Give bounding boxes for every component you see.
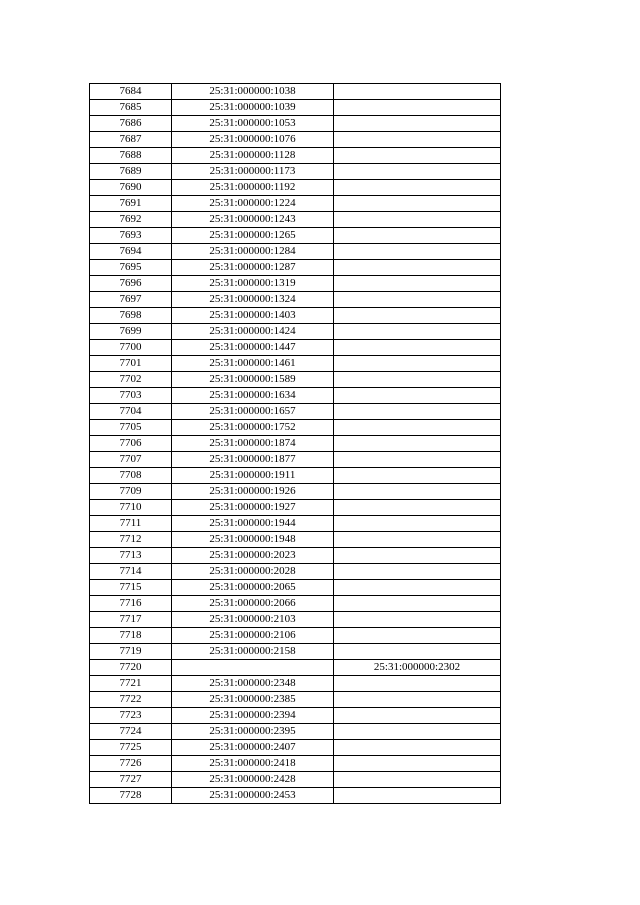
additional-number-cell [334,724,501,740]
table-row [90,372,501,388]
table-row [90,740,501,756]
cadastral-number-cell: 25:31:000000:1911 [172,468,334,484]
row-number-cell: 7724 [90,724,172,740]
cadastral-number-cell: 25:31:000000:1403 [172,308,334,324]
cadastral-number-cell: 25:31:000000:1447 [172,340,334,356]
row-number-cell: 7713 [90,548,172,564]
additional-number-cell [334,516,501,532]
additional-number-cell [334,676,501,692]
additional-number-cell [334,468,501,484]
cadastral-number-cell: 25:31:000000:1053 [172,116,334,132]
cadastral-number-cell: 25:31:000000:1461 [172,356,334,372]
cadastral-number-cell: 25:31:000000:1944 [172,516,334,532]
table-row [90,596,501,612]
row-number-cell: 7694 [90,244,172,260]
additional-number-cell [334,100,501,116]
additional-number-cell [334,772,501,788]
cadastral-number-cell: 25:31:000000:1038 [172,84,334,100]
additional-number-cell [334,436,501,452]
cadastral-number-table [89,83,501,804]
additional-number-cell [334,164,501,180]
cadastral-number-cell: 25:31:000000:1752 [172,420,334,436]
additional-number-cell [334,308,501,324]
cadastral-number-cell [172,660,334,676]
row-number-cell: 7726 [90,756,172,772]
row-number-cell: 7689 [90,164,172,180]
cadastral-number-cell: 25:31:000000:1877 [172,452,334,468]
table-row [90,356,501,372]
row-number-cell: 7695 [90,260,172,276]
table-row [90,228,501,244]
cadastral-number-cell: 25:31:000000:1076 [172,132,334,148]
table-row [90,180,501,196]
row-number-cell: 7706 [90,436,172,452]
table-row [90,580,501,596]
table-row [90,772,501,788]
additional-number-cell [334,612,501,628]
additional-number-cell [334,116,501,132]
row-number-cell: 7712 [90,532,172,548]
cadastral-number-cell: 25:31:000000:1287 [172,260,334,276]
cadastral-number-cell: 25:31:000000:1192 [172,180,334,196]
table-row [90,260,501,276]
cadastral-number-cell: 25:31:000000:2066 [172,596,334,612]
table-row [90,404,501,420]
cadastral-number-cell: 25:31:000000:2395 [172,724,334,740]
additional-number-cell [334,324,501,340]
cadastral-number-cell: 25:31:000000:2028 [172,564,334,580]
table-body [90,84,501,804]
table-row [90,756,501,772]
row-number-cell: 7697 [90,292,172,308]
table-row [90,692,501,708]
cadastral-number-cell: 25:31:000000:1657 [172,404,334,420]
additional-number-cell [334,196,501,212]
row-number-cell: 7686 [90,116,172,132]
row-number-cell: 7691 [90,196,172,212]
cadastral-number-cell: 25:31:000000:1039 [172,100,334,116]
additional-number-cell: 25:31:000000:2302 [334,660,501,676]
cadastral-number-cell: 25:31:000000:2023 [172,548,334,564]
cadastral-number-cell: 25:31:000000:2407 [172,740,334,756]
cadastral-number-cell: 25:31:000000:2453 [172,788,334,804]
row-number-cell: 7717 [90,612,172,628]
additional-number-cell [334,532,501,548]
table-row [90,436,501,452]
table-row [90,468,501,484]
table-row [90,676,501,692]
additional-number-cell [334,372,501,388]
cadastral-number-cell: 25:31:000000:2428 [172,772,334,788]
table-row [90,644,501,660]
additional-number-cell [334,244,501,260]
additional-number-cell [334,292,501,308]
row-number-cell: 7728 [90,788,172,804]
additional-number-cell [334,788,501,804]
cadastral-number-cell: 25:31:000000:1874 [172,436,334,452]
additional-number-cell [334,548,501,564]
additional-number-cell [334,388,501,404]
row-number-cell: 7699 [90,324,172,340]
additional-number-cell [334,452,501,468]
cadastral-number-cell: 25:31:000000:1224 [172,196,334,212]
row-number-cell: 7688 [90,148,172,164]
additional-number-cell [334,132,501,148]
additional-number-cell [334,420,501,436]
row-number-cell: 7710 [90,500,172,516]
cadastral-number-cell: 25:31:000000:1243 [172,212,334,228]
cadastral-number-cell: 25:31:000000:1927 [172,500,334,516]
table-row [90,484,501,500]
additional-number-cell [334,692,501,708]
table-row [90,132,501,148]
row-number-cell: 7698 [90,308,172,324]
table-row [90,212,501,228]
additional-number-cell [334,260,501,276]
table-row [90,84,501,100]
table-row [90,628,501,644]
cadastral-number-cell: 25:31:000000:1424 [172,324,334,340]
additional-number-cell [334,228,501,244]
cadastral-number-cell: 25:31:000000:1948 [172,532,334,548]
table-row [90,452,501,468]
row-number-cell: 7716 [90,596,172,612]
table-row [90,420,501,436]
row-number-cell: 7696 [90,276,172,292]
cadastral-number-cell: 25:31:000000:1926 [172,484,334,500]
row-number-cell: 7715 [90,580,172,596]
cadastral-number-cell: 25:31:000000:2065 [172,580,334,596]
cadastral-number-cell: 25:31:000000:2103 [172,612,334,628]
table-row [90,340,501,356]
cadastral-number-cell: 25:31:000000:1589 [172,372,334,388]
row-number-cell: 7705 [90,420,172,436]
row-number-cell: 7719 [90,644,172,660]
additional-number-cell [334,500,501,516]
table-row [90,308,501,324]
table-row [90,164,501,180]
additional-number-cell [334,340,501,356]
row-number-cell: 7693 [90,228,172,244]
row-number-cell: 7709 [90,484,172,500]
additional-number-cell [334,404,501,420]
row-number-cell: 7702 [90,372,172,388]
table-row [90,116,501,132]
table-row [90,548,501,564]
table-row [90,324,501,340]
row-number-cell: 7727 [90,772,172,788]
row-number-cell: 7721 [90,676,172,692]
row-number-cell: 7725 [90,740,172,756]
row-number-cell: 7690 [90,180,172,196]
table-row [90,612,501,628]
additional-number-cell [334,84,501,100]
cadastral-number-cell: 25:31:000000:2106 [172,628,334,644]
table-row [90,148,501,164]
row-number-cell: 7687 [90,132,172,148]
table-row [90,660,501,676]
cadastral-number-cell: 25:31:000000:1319 [172,276,334,292]
additional-number-cell [334,356,501,372]
additional-number-cell [334,596,501,612]
row-number-cell: 7700 [90,340,172,356]
additional-number-cell [334,276,501,292]
row-number-cell: 7707 [90,452,172,468]
cadastral-number-cell: 25:31:000000:2394 [172,708,334,724]
additional-number-cell [334,564,501,580]
row-number-cell: 7723 [90,708,172,724]
row-number-cell: 7711 [90,516,172,532]
additional-number-cell [334,484,501,500]
cadastral-number-cell: 25:31:000000:2418 [172,756,334,772]
cadastral-number-cell: 25:31:000000:1173 [172,164,334,180]
additional-number-cell [334,708,501,724]
cadastral-number-cell: 25:31:000000:2348 [172,676,334,692]
additional-number-cell [334,740,501,756]
row-number-cell: 7714 [90,564,172,580]
table-row [90,292,501,308]
row-number-cell: 7704 [90,404,172,420]
table-row [90,100,501,116]
additional-number-cell [334,180,501,196]
table-row [90,388,501,404]
row-number-cell: 7685 [90,100,172,116]
additional-number-cell [334,212,501,228]
row-number-cell: 7720 [90,660,172,676]
cadastral-number-cell: 25:31:000000:2385 [172,692,334,708]
additional-number-cell [334,148,501,164]
cadastral-number-cell: 25:31:000000:1128 [172,148,334,164]
row-number-cell: 7703 [90,388,172,404]
table-row [90,708,501,724]
additional-number-cell [334,756,501,772]
row-number-cell: 7701 [90,356,172,372]
table-row [90,244,501,260]
table-row [90,564,501,580]
additional-number-cell [334,644,501,660]
table-row [90,500,501,516]
row-number-cell: 7684 [90,84,172,100]
row-number-cell: 7692 [90,212,172,228]
additional-number-cell [334,628,501,644]
table-row [90,516,501,532]
cadastral-number-cell: 25:31:000000:1265 [172,228,334,244]
table-row [90,788,501,804]
row-number-cell: 7708 [90,468,172,484]
row-number-cell: 7718 [90,628,172,644]
table-row [90,276,501,292]
row-number-cell: 7722 [90,692,172,708]
table-row [90,196,501,212]
cadastral-number-cell: 25:31:000000:1634 [172,388,334,404]
cadastral-number-cell: 25:31:000000:1324 [172,292,334,308]
additional-number-cell [334,580,501,596]
cadastral-number-cell: 25:31:000000:1284 [172,244,334,260]
cadastral-number-cell: 25:31:000000:2158 [172,644,334,660]
table-row [90,532,501,548]
table-row [90,724,501,740]
